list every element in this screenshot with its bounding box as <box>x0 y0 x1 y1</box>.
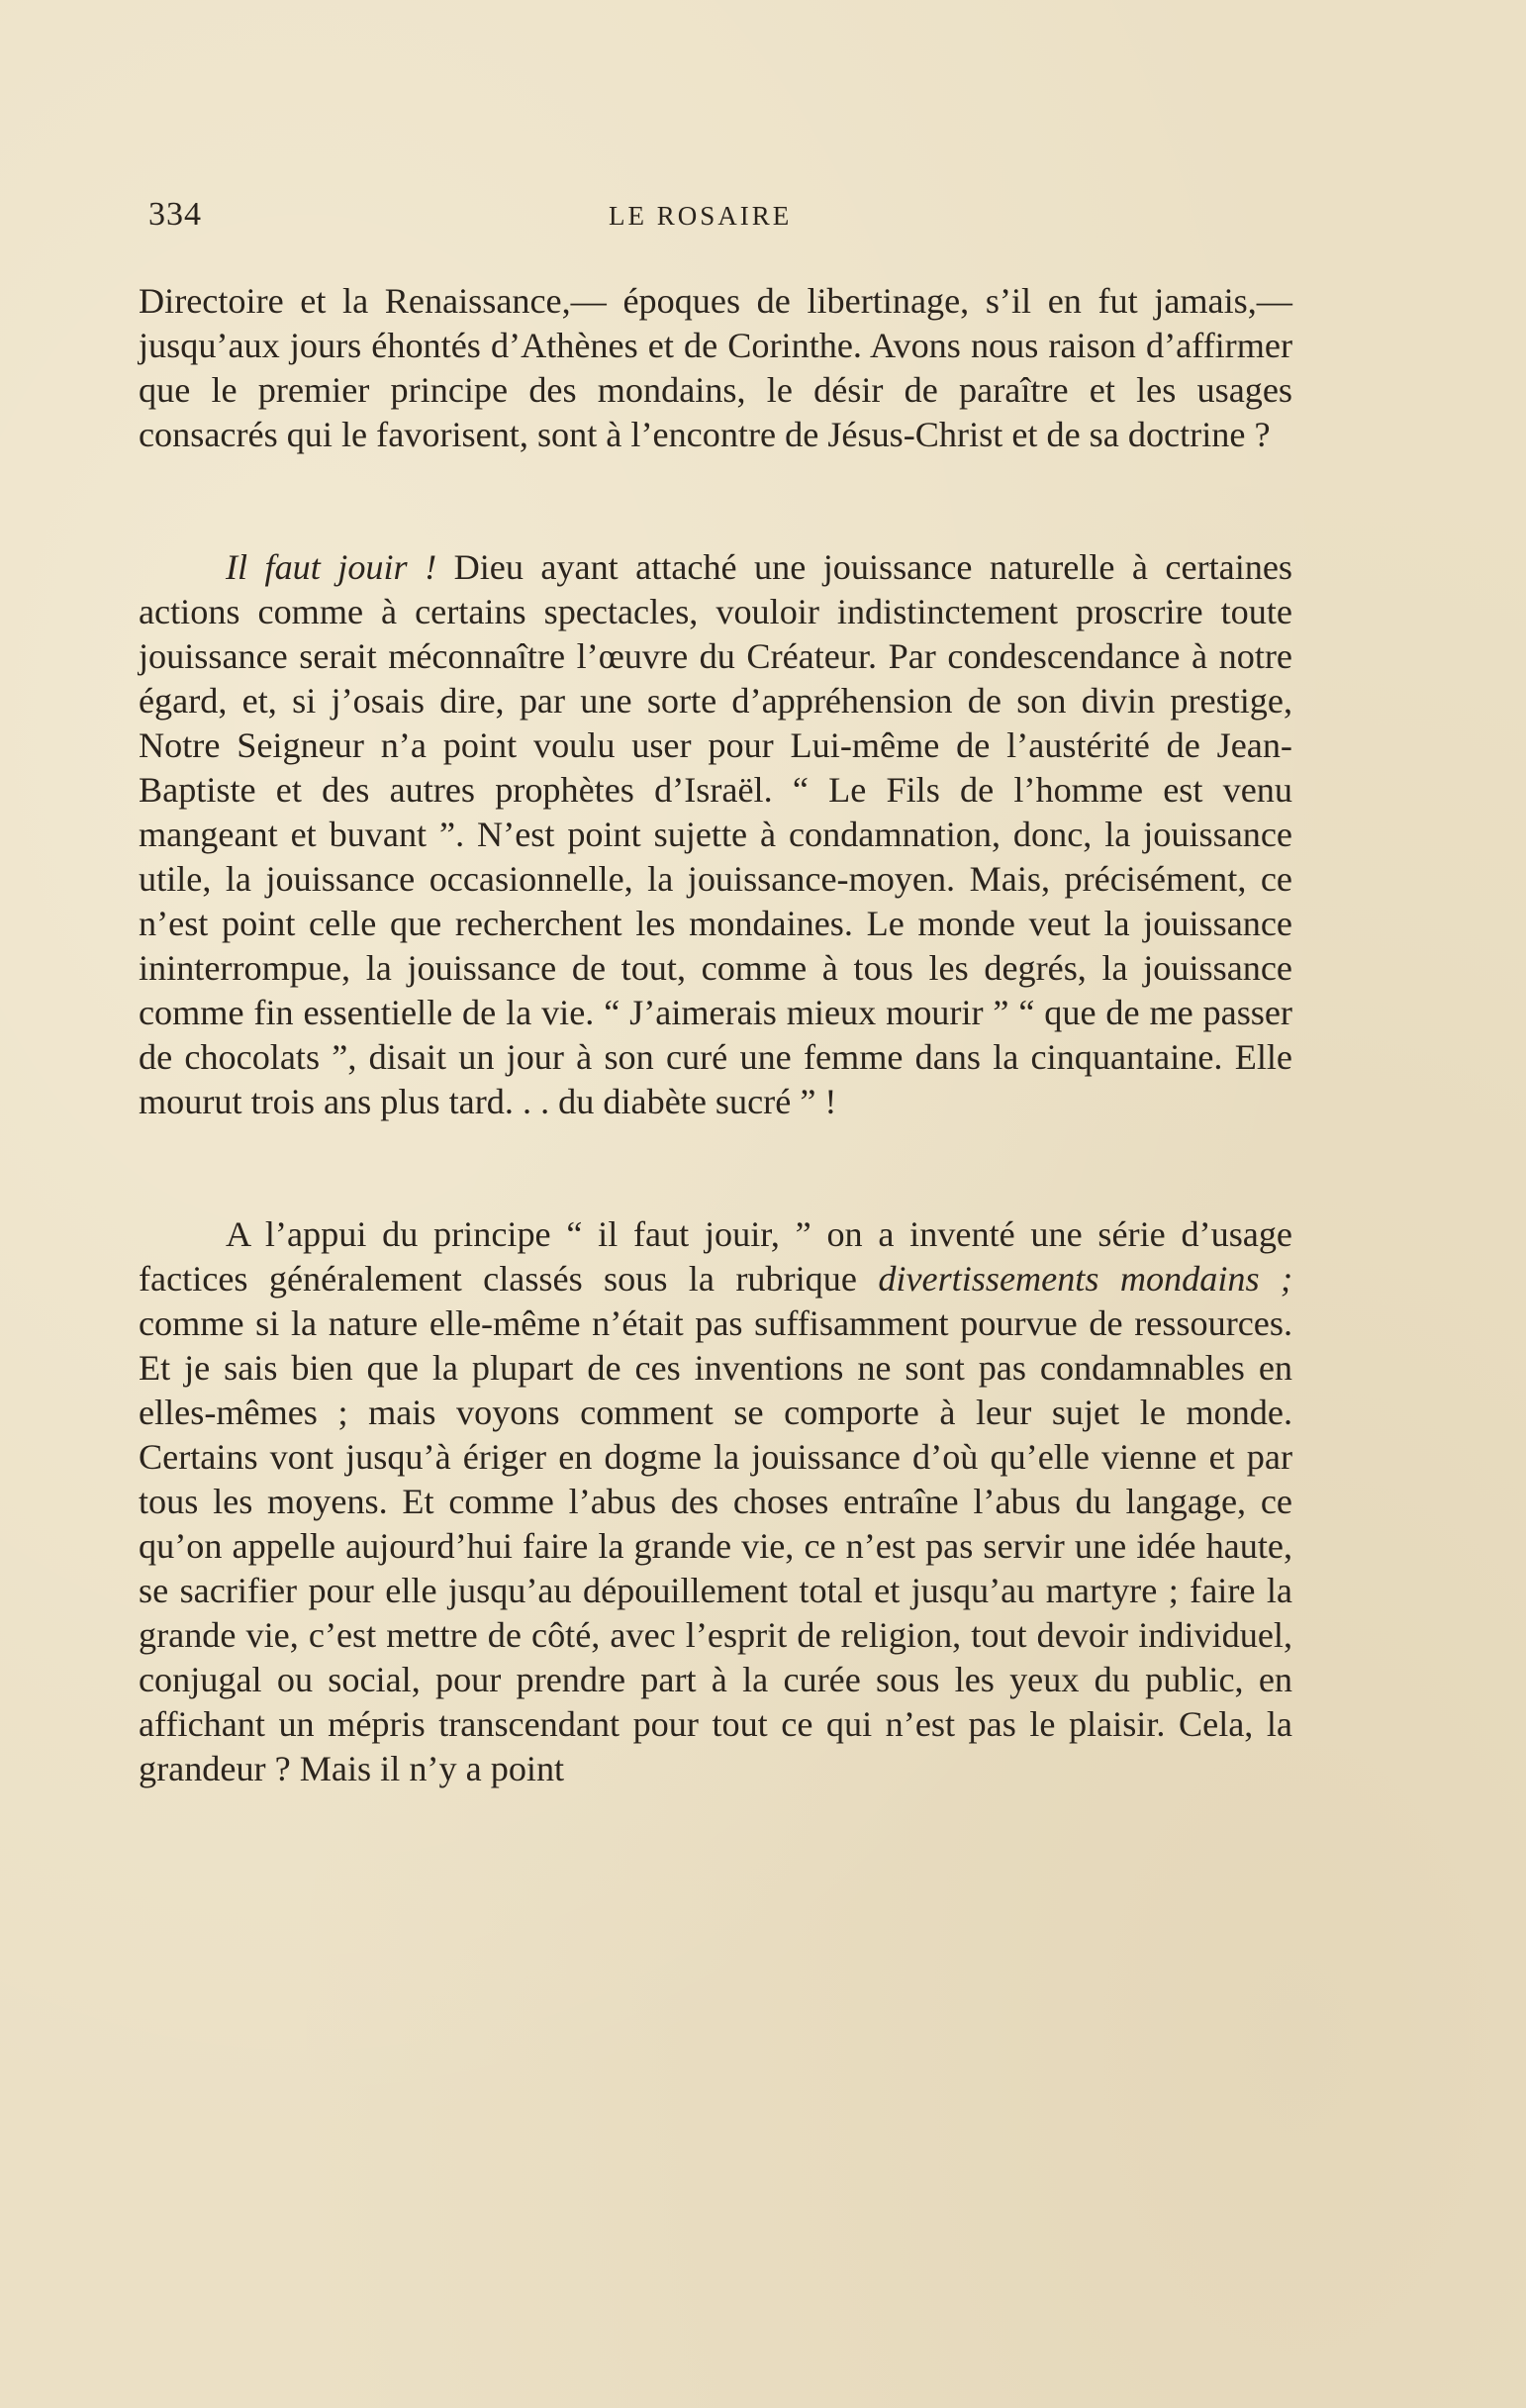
paragraph-2-text: Dieu ayant attaché une jouissance naturelle à certaines actions comme à certains spectacles, vouloir indistinctement proscrire toute jouissance serait méconnaître l’œuvre du Créateur. Par condescendance à notre égard, et, si j’osais dire, par une sorte d’appréhension de son divin prestige, Notre Seigneur n’a point voulu user pour Lui-même de l’austérité de Jean-Baptiste et des autres prophètes d’Israël. “ Le Fils de l’homme est venu mangeant et buvant ”. N’est point sujette à condamnation, donc, la jouissance utile, la jouissance occasionnelle, la jouissance-moyen. Mais, précisément, ce n’est point celle que recherchent les mondaines. Le monde veut la jouissance ininterrompue, la jouissance de tout, comme à tous les degrés, la jouissance comme fin essentielle de la vie. “ J’aimerais mieux mourir ” “ que de me passer de chocolats ”, disait un jour à son curé une femme dans la cinquantaine. Elle mourut trois ans plus tard. . . du diabète sucré ” ! <box>139 547 1292 1121</box>
paragraph-1-text: Directoire et la Renaissance,— époques de libertinage, s’il en fut jamais,—jusqu’aux jours éhontés d’Athènes et de Corinthe. Avons nous raison d’affirmer que le premier principe des mondains, le désir de paraître et les usages consacrés qui le favorisent, sont à l’encontre de Jésus-Christ et de sa doctrine ? <box>139 281 1292 454</box>
paragraph-3-text-before: A l’appui du principe “ il faut jouir, ” on a inventé une série d’usage factices généralement classés sous la rubrique <box>139 1214 1292 1299</box>
paragraph-3-italic-phrase: divertissements mondains ; <box>878 1259 1293 1299</box>
paragraph-1 <box>139 279 1292 457</box>
page-header <box>139 196 1292 245</box>
running-head: LE ROSAIRE <box>609 201 793 231</box>
paragraph-2 <box>139 545 1292 1124</box>
paragraph-3 <box>139 1212 1292 1791</box>
paragraph-2-italic-lead: Il faut jouir ! <box>226 547 437 587</box>
paragraph-3-text-after: comme si la nature elle-même n’était pas suffisamment pourvue de ressources. Et je sais bien que la plupart de ces inventions ne sont pas condamnables en elles-mêmes ; mais voyons comment se comporte à leur sujet le monde. Certains vont jusqu’à ériger en dogme la jouissance d’où qu’elle vienne et par tous les moyens. Et comme l’abus des choses entraîne l’abus du langage, ce qu’on appelle aujourd’hui faire la grande vie, ce n’est pas servir une idée haute, se sacrifier pour elle jusqu’au dépouillement total et jusqu’au martyre ; faire la grande vie, c’est mettre de côté, avec l’esprit de religion, tout devoir individuel, conjugal ou social, pour prendre part à la curée sous les yeux du public, en affichant un mépris transcendant pour tout ce qui n’est pas le plaisir. Cela, la grandeur ? Mais il n’y a point <box>139 1303 1292 1788</box>
body-text <box>139 279 1292 1791</box>
page-number: 334 <box>148 196 202 233</box>
